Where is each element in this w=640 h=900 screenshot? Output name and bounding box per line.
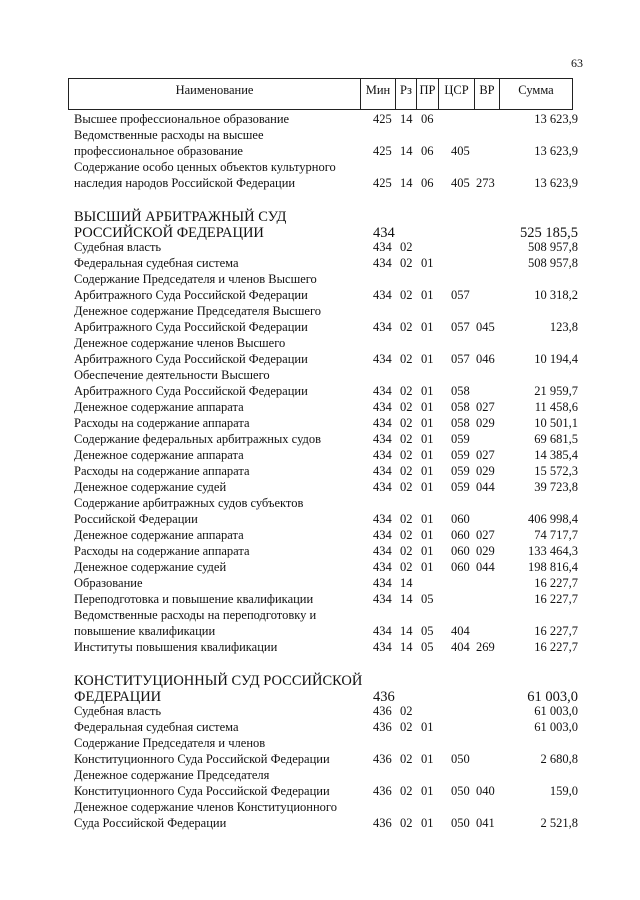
header-sum: Сумма	[518, 83, 554, 97]
cell-csr: 060	[451, 512, 470, 526]
cell-csr: 057	[451, 352, 470, 366]
cell-min: 436	[373, 689, 395, 705]
cell-min: 434	[373, 464, 392, 478]
cell-name: Арбитражного Суда Российской Федерации	[74, 320, 308, 334]
cell-sum: 61 003,0	[534, 720, 578, 734]
cell-name: Содержание Председателя и членов Высшего	[74, 272, 317, 286]
cell-pr: 05	[421, 592, 434, 606]
cell-min: 434	[373, 576, 392, 590]
cell-csr: 059	[451, 464, 470, 478]
cell-sum: 10 194,4	[534, 352, 578, 366]
cell-min: 425	[373, 144, 392, 158]
cell-sum: 21 959,7	[534, 384, 578, 398]
cell-rz: 02	[400, 320, 413, 334]
cell-vr: 045	[476, 320, 495, 334]
cell-rz: 02	[400, 448, 413, 462]
cell-vr: 029	[476, 464, 495, 478]
cell-pr: 05	[421, 640, 434, 654]
cell-pr: 06	[421, 144, 434, 158]
cell-csr: 059	[451, 480, 470, 494]
cell-pr: 01	[421, 752, 434, 766]
cell-pr: 01	[421, 448, 434, 462]
cell-sum: 198 816,4	[528, 560, 578, 574]
cell-sum: 2 521,8	[540, 816, 578, 830]
cell-csr: 058	[451, 416, 470, 430]
cell-rz: 02	[400, 464, 413, 478]
cell-pr: 01	[421, 320, 434, 334]
cell-rz: 02	[400, 704, 413, 718]
cell-name: Денежное содержание аппарата	[74, 528, 244, 542]
cell-name: Образование	[74, 576, 143, 590]
cell-csr: 405	[451, 144, 470, 158]
cell-min: 434	[373, 448, 392, 462]
cell-name: Суда Российской Федерации	[74, 816, 227, 830]
cell-vr: 273	[476, 176, 495, 190]
cell-vr: 027	[476, 448, 495, 462]
header-csr: ЦСР	[439, 79, 475, 109]
cell-min: 434	[373, 560, 392, 574]
cell-name: Арбитражного Суда Российской Федерации	[74, 384, 308, 398]
cell-sum: 159,0	[549, 784, 578, 798]
cell-pr: 01	[421, 512, 434, 526]
cell-rz: 14	[400, 176, 413, 190]
cell-sum: 10 318,2	[534, 288, 578, 302]
cell-name: КОНСТИТУЦИОННЫЙ СУД РОССИЙСКОЙ	[74, 673, 363, 689]
cell-name: Денежное содержание Председателя Высшего	[74, 304, 322, 318]
cell-pr: 01	[421, 560, 434, 574]
cell-name: Судебная власть	[74, 704, 162, 718]
cell-pr: 01	[421, 288, 434, 302]
header-rz: Рз	[396, 79, 417, 109]
cell-rz: 02	[400, 480, 413, 494]
cell-rz: 02	[400, 256, 413, 270]
cell-sum: 13 623,9	[534, 176, 578, 190]
header-vr: ВР	[475, 79, 500, 109]
cell-sum: 61 003,0	[534, 704, 578, 718]
cell-rz: 02	[400, 784, 413, 798]
cell-pr: 01	[421, 432, 434, 446]
cell-sum: 133 464,3	[528, 544, 578, 558]
cell-sum: 10 501,1	[534, 416, 578, 430]
cell-csr: 060	[451, 528, 470, 542]
cell-pr: 01	[421, 720, 434, 734]
cell-rz: 02	[400, 512, 413, 526]
cell-rz: 14	[400, 112, 413, 126]
cell-sum: 14 385,4	[534, 448, 578, 462]
cell-sum: 39 723,8	[534, 480, 578, 494]
cell-min: 425	[373, 176, 392, 190]
cell-min: 434	[373, 400, 392, 414]
cell-csr: 057	[451, 320, 470, 334]
page-number: 63	[571, 56, 583, 70]
cell-csr: 057	[451, 288, 470, 302]
cell-sum: 69 681,5	[534, 432, 578, 446]
cell-sum: 13 623,9	[534, 144, 578, 158]
cell-rz: 02	[400, 752, 413, 766]
cell-sum: 508 957,8	[528, 240, 578, 254]
cell-csr: 058	[451, 384, 470, 398]
cell-rz: 14	[400, 624, 413, 638]
table-header	[68, 78, 573, 110]
cell-name: Денежное содержание судей	[74, 480, 227, 494]
cell-name: Содержание особо ценных объектов культурного	[74, 160, 336, 174]
cell-rz: 14	[400, 576, 413, 590]
cell-pr: 01	[421, 416, 434, 430]
cell-rz: 02	[400, 384, 413, 398]
cell-rz: 14	[400, 592, 413, 606]
cell-name: РОССИЙСКОЙ ФЕДЕРАЦИИ	[74, 225, 264, 241]
cell-csr: 060	[451, 560, 470, 574]
cell-pr: 01	[421, 528, 434, 542]
cell-name: Институты повышения квалификации	[74, 640, 278, 654]
cell-sum: 16 227,7	[534, 592, 578, 606]
cell-pr: 01	[421, 544, 434, 558]
cell-rz: 02	[400, 240, 413, 254]
cell-rz: 02	[400, 816, 413, 830]
cell-min: 434	[373, 288, 392, 302]
cell-name: Денежное содержание аппарата	[74, 448, 244, 462]
cell-csr: 404	[451, 624, 470, 638]
cell-rz: 02	[400, 416, 413, 430]
cell-name: Судебная власть	[74, 240, 162, 254]
cell-csr: 050	[451, 752, 470, 766]
cell-rz: 02	[400, 288, 413, 302]
cell-min: 434	[373, 432, 392, 446]
cell-rz: 02	[400, 432, 413, 446]
cell-sum: 74 717,7	[534, 528, 578, 542]
cell-pr: 01	[421, 384, 434, 398]
cell-name: Федеральная судебная система	[74, 256, 239, 270]
cell-csr: 404	[451, 640, 470, 654]
cell-name: наследия народов Российской Федерации	[74, 176, 296, 190]
cell-sum: 61 003,0	[527, 689, 578, 705]
cell-vr: 027	[476, 400, 495, 414]
cell-min: 434	[373, 640, 392, 654]
cell-name: Ведомственные расходы на высшее	[74, 128, 264, 142]
cell-vr: 029	[476, 416, 495, 430]
cell-pr: 05	[421, 624, 434, 638]
cell-min: 434	[373, 528, 392, 542]
cell-name: Арбитражного Суда Российской Федерации	[74, 288, 308, 302]
cell-name: Арбитражного Суда Российской Федерации	[74, 352, 308, 366]
cell-name: Денежное содержание Председателя	[74, 768, 270, 782]
cell-csr: 059	[451, 432, 470, 446]
cell-name: повышение квалификации	[74, 624, 216, 638]
header-pr: ПР	[417, 79, 439, 109]
cell-sum: 525 185,5	[520, 225, 578, 241]
cell-min: 434	[373, 416, 392, 430]
cell-name: ВЫСШИЙ АРБИТРАЖНЫЙ СУД	[74, 209, 287, 225]
cell-min: 434	[373, 624, 392, 638]
cell-name: Расходы на содержание аппарата	[74, 544, 250, 558]
header-name: Наименование	[69, 79, 361, 109]
cell-sum: 16 227,7	[534, 640, 578, 654]
cell-vr: 269	[476, 640, 495, 654]
cell-rz: 02	[400, 720, 413, 734]
cell-min: 436	[373, 720, 392, 734]
cell-sum: 16 227,7	[534, 576, 578, 590]
cell-name: Денежное содержание членов Конституционного	[74, 800, 337, 814]
cell-name: Расходы на содержание аппарата	[74, 416, 250, 430]
cell-sum: 123,8	[549, 320, 578, 334]
cell-min: 434	[373, 256, 392, 270]
cell-name: Федеральная судебная система	[74, 720, 239, 734]
cell-name: Обеспечение деятельности Высшего	[74, 368, 270, 382]
cell-rz: 14	[400, 144, 413, 158]
cell-name: Денежное содержание аппарата	[74, 400, 244, 414]
cell-min: 436	[373, 704, 392, 718]
cell-min: 436	[373, 752, 392, 766]
cell-name: Расходы на содержание аппарата	[74, 464, 250, 478]
cell-min: 434	[373, 352, 392, 366]
cell-pr: 01	[421, 256, 434, 270]
header-min: Мин	[361, 79, 396, 109]
cell-pr: 01	[421, 352, 434, 366]
cell-name: Конституционного Суда Российской Федерации	[74, 752, 330, 766]
cell-min: 434	[373, 320, 392, 334]
cell-min: 434	[373, 480, 392, 494]
cell-vr: 027	[476, 528, 495, 542]
cell-name: Денежное содержание судей	[74, 560, 227, 574]
cell-sum: 11 458,6	[534, 400, 578, 414]
cell-pr: 01	[421, 480, 434, 494]
cell-csr: 058	[451, 400, 470, 414]
cell-vr: 046	[476, 352, 495, 366]
cell-name: Содержание федеральных арбитражных судов	[74, 432, 322, 446]
cell-name: Ведомственные расходы на переподготовку и	[74, 608, 317, 622]
cell-pr: 06	[421, 112, 434, 126]
cell-sum: 16 227,7	[534, 624, 578, 638]
cell-vr: 029	[476, 544, 495, 558]
cell-pr: 01	[421, 816, 434, 830]
cell-csr: 050	[451, 816, 470, 830]
cell-name: Высшее профессиональное образование	[74, 112, 290, 126]
cell-min: 436	[373, 784, 392, 798]
cell-sum: 508 957,8	[528, 256, 578, 270]
cell-sum: 13 623,9	[534, 112, 578, 126]
cell-vr: 040	[476, 784, 495, 798]
cell-min: 434	[373, 240, 392, 254]
cell-rz: 02	[400, 560, 413, 574]
cell-min: 434	[373, 512, 392, 526]
cell-rz: 02	[400, 528, 413, 542]
cell-name: Содержание арбитражных судов субъектов	[74, 496, 304, 510]
cell-min: 434	[373, 592, 392, 606]
cell-name: ФЕДЕРАЦИИ	[74, 689, 162, 705]
cell-min: 436	[373, 816, 392, 830]
cell-name: Российской Федерации	[74, 512, 198, 526]
cell-pr: 01	[421, 784, 434, 798]
cell-vr: 041	[476, 816, 495, 830]
cell-sum: 2 680,8	[540, 752, 578, 766]
cell-min: 434	[373, 544, 392, 558]
cell-pr: 06	[421, 176, 434, 190]
cell-vr: 044	[476, 560, 495, 574]
cell-csr: 405	[451, 176, 470, 190]
cell-rz: 02	[400, 400, 413, 414]
cell-min: 425	[373, 112, 392, 126]
cell-rz: 14	[400, 640, 413, 654]
cell-name: Переподготовка и повышение квалификации	[74, 592, 314, 606]
cell-csr: 059	[451, 448, 470, 462]
cell-name: Денежное содержание членов Высшего	[74, 336, 286, 350]
cell-min: 434	[373, 384, 392, 398]
cell-csr: 050	[451, 784, 470, 798]
cell-name: Конституционного Суда Российской Федерации	[74, 784, 330, 798]
cell-csr: 060	[451, 544, 470, 558]
cell-sum: 15 572,3	[534, 464, 578, 478]
cell-name: профессиональное образование	[74, 144, 243, 158]
cell-pr: 01	[421, 400, 434, 414]
cell-rz: 02	[400, 352, 413, 366]
cell-rz: 02	[400, 544, 413, 558]
cell-pr: 01	[421, 464, 434, 478]
cell-vr: 044	[476, 480, 495, 494]
cell-sum: 406 998,4	[528, 512, 578, 526]
cell-name: Содержание Председателя и членов	[74, 736, 266, 750]
cell-min: 434	[373, 225, 395, 241]
